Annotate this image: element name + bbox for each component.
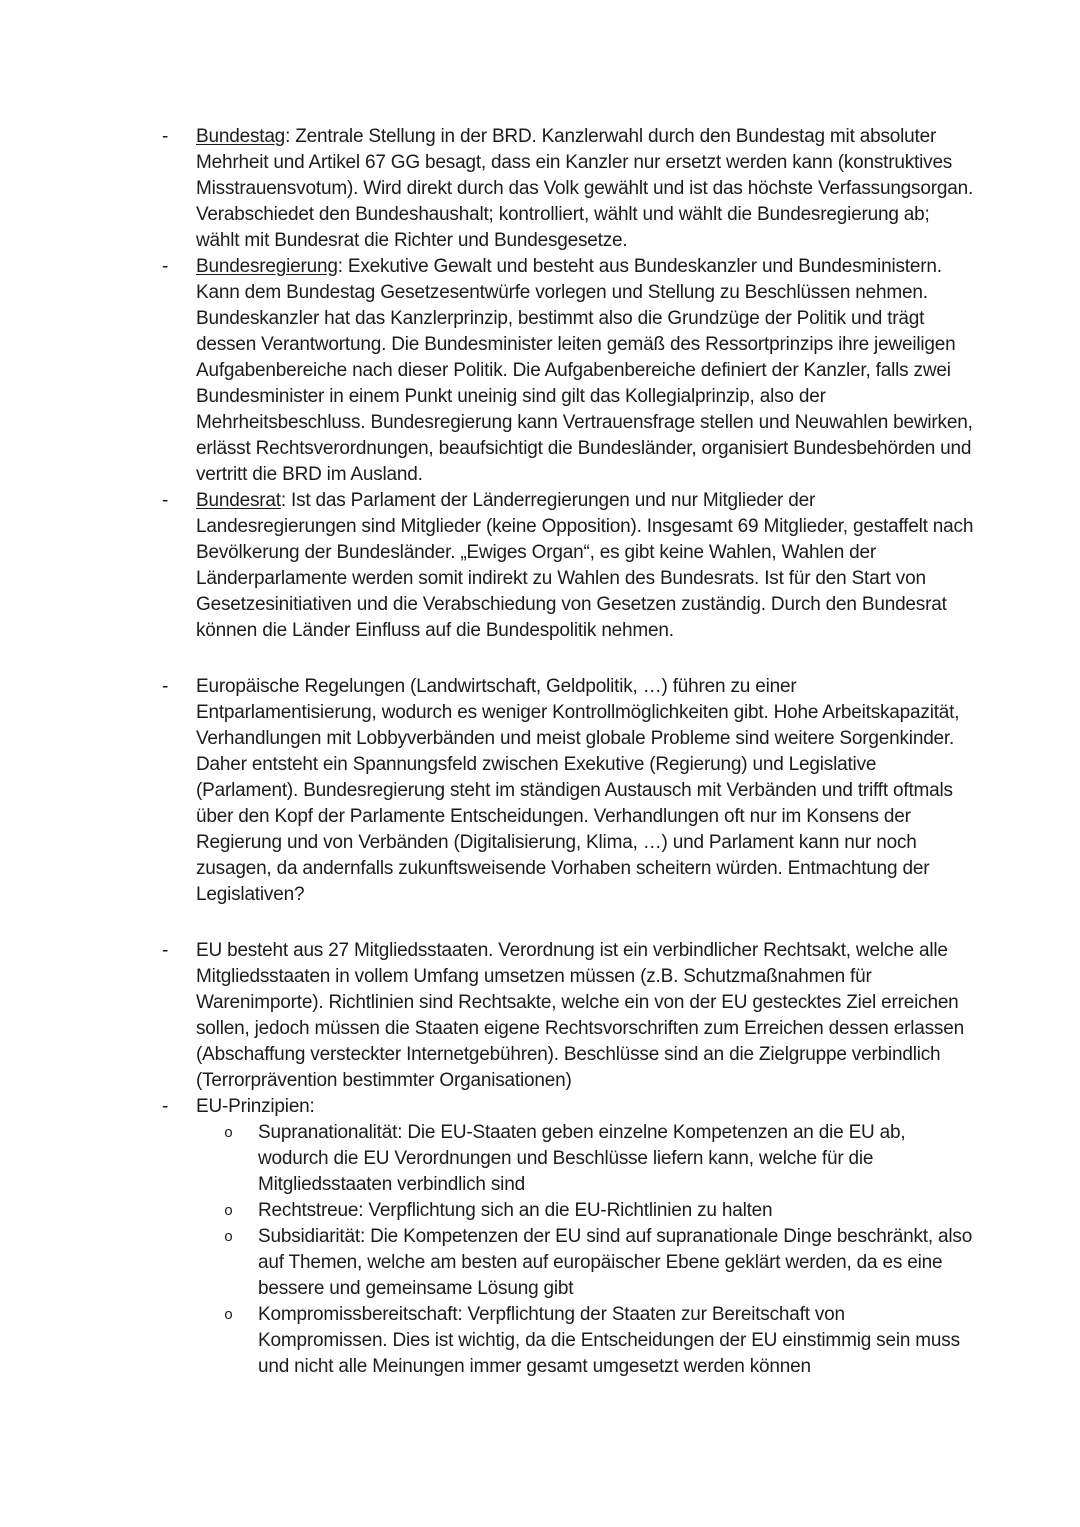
bullet-text: EU besteht aus 27 Mitgliedsstaaten. Verordnung ist ein verbindlicher Rechtsakt, welche alle Mitgliedsstaaten in vollem Umfang umsetzen müssen (z.B. Schutzmaßnahmen für Warenimporte). Richtlinien sind Rechtsakte, welche ein von der EU gestecktes Ziel erreichen sollen, jedoch müssen die Staaten eigene Rechtsvorschriften zum Erreichen dessen erlassen (Abschaffung versteckter Internetgebühren). Beschlüsse sind an die Zielgruppe verbindlich (Terrorprävention bestimmter Organisationen) xyxy=(196,940,964,1091)
bullet-item-bundesregierung xyxy=(162,254,974,488)
bullet-item-eu-prinzipien xyxy=(162,1094,974,1120)
bullet-item-bundestag xyxy=(162,124,974,254)
bullet-text: : Ist das Parlament der Länderregierungen und nur Mitglieder der Landesregierungen sind Mitglieder (keine Opposition). Insgesamt 69 Mitglieder, gestaffelt nach Bevölkerung der Bundesländer. „Ewiges Organ“, es gibt keine Wahlen, Wahlen der Länderparlamente werden somit indirekt zu Wahlen des Bundesrats. Ist für den Start von Gesetzesinitiativen und die Verabschiedung von Gesetzen zuständig. Durch den Bundesrat können die Länder Einfluss auf die Bundespolitik nehmen. xyxy=(196,490,974,641)
bullet-item-eu-mitgliedsstaaten xyxy=(162,938,974,1094)
circle-bullet-marker: o xyxy=(224,1229,233,1246)
dash-bullet-marker: - xyxy=(162,676,169,697)
sub-bullet-kompromissbereitschaft xyxy=(224,1302,974,1380)
term-bundesrat: Bundesrat xyxy=(196,490,281,511)
bullet-item-europaeische-regelungen xyxy=(162,674,974,908)
circle-bullet-marker: o xyxy=(224,1125,233,1142)
sub-bullet-text: Rechtstreue: Verpflichtung sich an die EU-Richtlinien zu halten xyxy=(258,1200,773,1221)
bullet-text: : Zentrale Stellung in der BRD. Kanzlerwahl durch den Bundestag mit absoluter Mehrheit und Artikel 67 GG besagt, dass ein Kanzler nur ersetzt werden kann (konstruktives Misstrauensvotum). Wird direkt durch das Volk gewählt und ist das höchste Verfassungsorgan. Verabschiedet den Bundeshaushalt; kontrolliert, wählt und wählt die Bundesregierung ab; wählt mit Bundesrat die Richter und Bundesgesetze. xyxy=(196,126,974,251)
bullet-text: Europäische Regelungen (Landwirtschaft, Geldpolitik, …) führen zu einer Entparlamentisierung, wodurch es weniger Kontrollmöglichkeiten gibt. Hohe Arbeitskapazität, Verhandlungen mit Lobbyverbänden und meist globale Probleme sind weitere Sorgenkinder. Daher entsteht ein Spannungsfeld zwischen Exekutive (Regierung) und Legislative (Parlament). Bundesregierung steht im ständigen Austausch mit Verbänden und trifft oftmals über den Kopf der Parlamente Entscheidungen. Verhandlungen oft nur im Konsens der Regierung und von Verbänden (Digitalisierung, Klima, …) und Parlament kann nur noch zusagen, da andernfalls zukunftsweisende Vorhaben scheitern würden. Entmachtung der Legislativen? xyxy=(196,676,960,905)
dash-bullet-marker: - xyxy=(162,940,169,961)
sub-bullet-text: Kompromissbereitschaft: Verpflichtung der Staaten zur Bereitschaft von Kompromissen. Dies ist wichtig, da die Entscheidungen der EU einstimmig sein muss und nicht alle Meinungen immer gesamt umgesetzt werden können xyxy=(258,1304,960,1377)
dash-bullet-marker: - xyxy=(162,126,169,147)
sub-bullet-text: Supranationalität: Die EU-Staaten geben einzelne Kompetenzen an die EU ab, wodurch die EU Verordnungen und Beschlüsse liefern kann, welche für die Mitgliedsstaaten verbindlich sind xyxy=(258,1122,906,1195)
sub-bullet-text: Subsidiarität: Die Kompetenzen der EU sind auf supranationale Dinge beschränkt, also auf Themen, welche am besten auf europäischer Ebene geklärt werden, da es eine bessere und gemeinsame Lösung gibt xyxy=(258,1226,973,1299)
bullet-text: : Exekutive Gewalt und besteht aus Bundeskanzler und Bundesministern. Kann dem Bundestag Gesetzesentwürfe vorlegen und Stellung zu Beschlüssen nehmen. Bundeskanzler hat das Kanzlerprinzip, bestimmt also die Grundzüge der Politik und trägt dessen Verantwortung. Die Bundesminister leiten gemäß des Ressortprinzips ihre jeweiligen Aufgabenbereiche nach dieser Politik. Die Aufgabenbereiche definiert der Kanzler, falls zwei Bundesminister in einem Punkt uneinig sind gilt das Kollegialprinzip, also der Mehrheitsbeschluss. Bundesregierung kann Vertrauensfrage stellen und Neuwahlen bewirken, erlässt Rechtsverordnungen, beaufsichtigt die Bundesländer, organisiert Bundesbehörden und vertritt die BRD im Ausland. xyxy=(196,256,973,485)
circle-bullet-marker: o xyxy=(224,1203,233,1220)
sub-bullet-subsidiaritaet xyxy=(224,1224,974,1302)
term-bundesregierung: Bundesregierung xyxy=(196,256,338,277)
paragraph-gap xyxy=(196,908,974,938)
sub-bullet-rechtstreue xyxy=(224,1198,974,1224)
paragraph-gap xyxy=(196,644,974,674)
notes-list xyxy=(162,124,974,1380)
dash-bullet-marker: - xyxy=(162,256,169,277)
sub-bullet-supranationalitaet xyxy=(224,1120,974,1198)
dash-bullet-marker: - xyxy=(162,490,169,511)
bullet-item-bundesrat xyxy=(162,488,974,644)
bullet-text: EU-Prinzipien: xyxy=(196,1096,315,1117)
dash-bullet-marker: - xyxy=(162,1096,169,1117)
term-bundestag: Bundestag xyxy=(196,126,286,147)
circle-bullet-marker: o xyxy=(224,1307,233,1324)
